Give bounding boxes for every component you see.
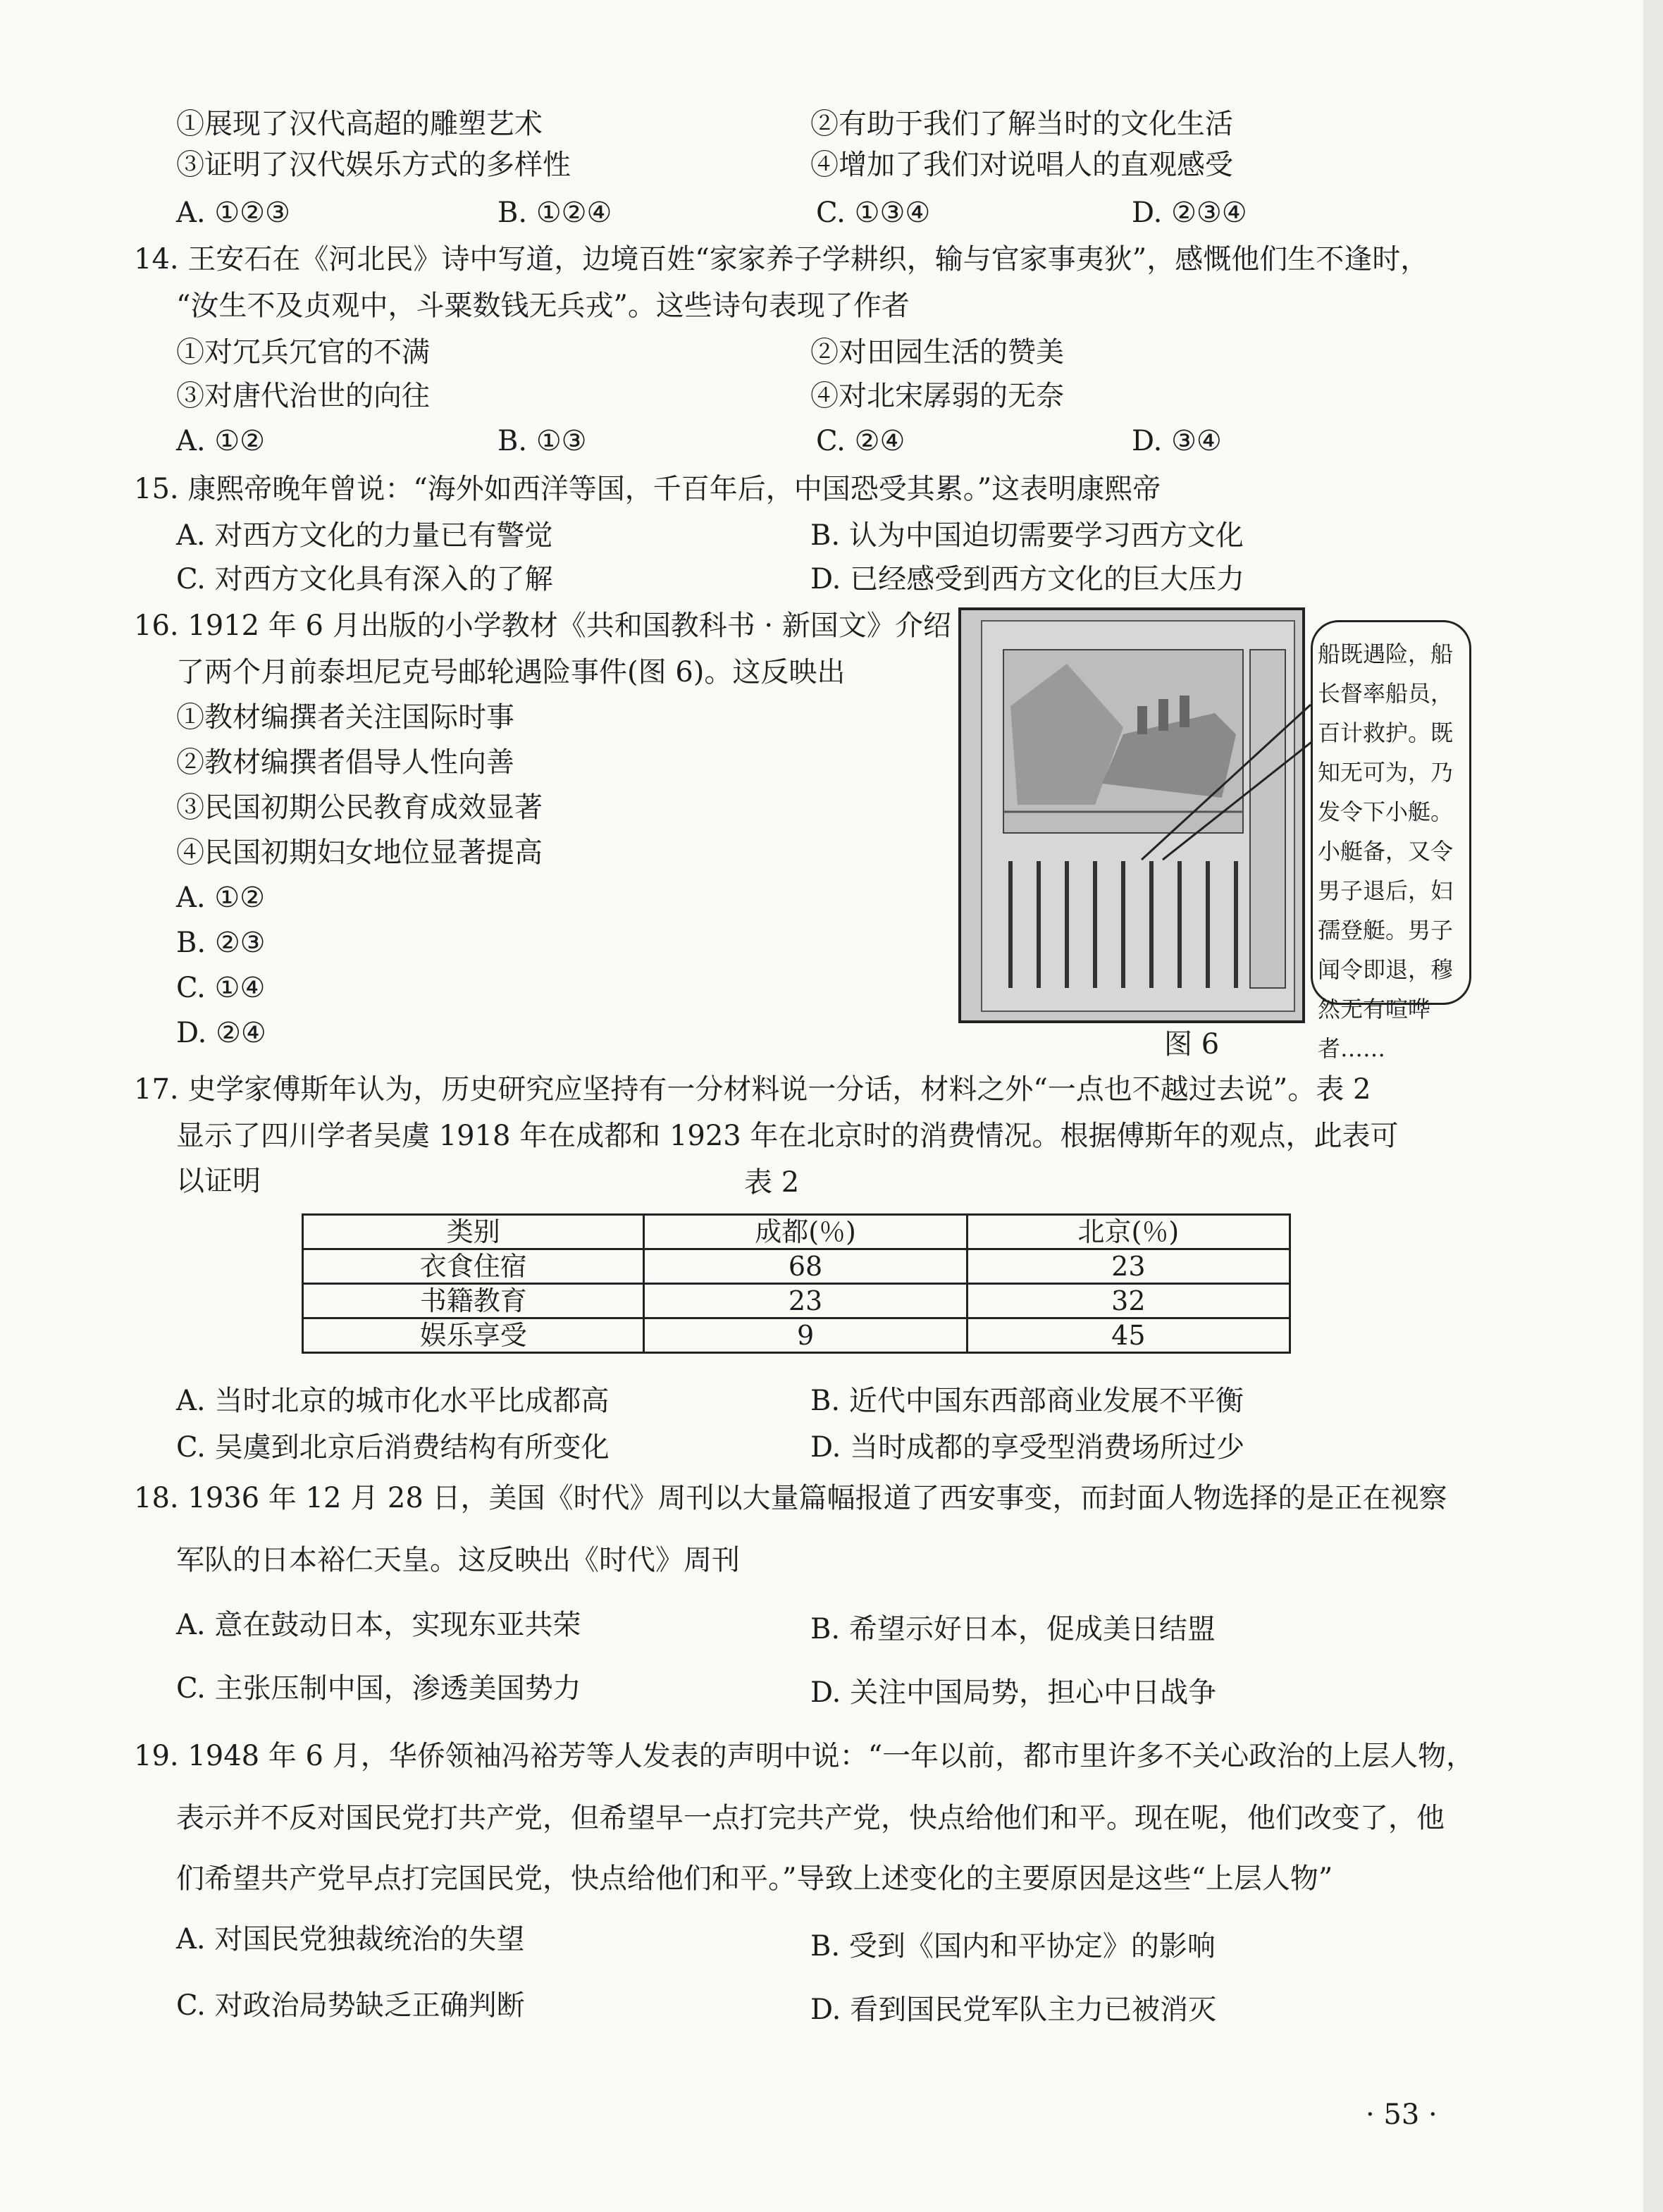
q14-item-1: ①对冗兵冗官的不满 xyxy=(176,336,430,369)
q16-option-b: B. ②③ xyxy=(176,927,266,959)
q19-stem-line1: 19. 1948 年 6 月，华侨领袖冯裕芳等人发表的声明中说：“一年以前，都市里许多不关心政治的上层人物， xyxy=(134,1740,1475,1772)
q17-option-b: B. 近代中国东西部商业发展不平衡 xyxy=(810,1385,1244,1417)
table-cell: 45 xyxy=(967,1318,1290,1353)
table-2-title: 表 2 xyxy=(744,1166,800,1199)
q16-item-3: ③民国初期公民教育成效显著 xyxy=(176,791,543,824)
q16-option-a: A. ①② xyxy=(176,882,266,914)
table-cell: 32 xyxy=(967,1284,1290,1318)
table-cell: 书籍教育 xyxy=(303,1284,644,1318)
table-row xyxy=(303,1249,1290,1284)
q19-stem-line2: 表示并不反对国民党打共产党，但希望早一点打完共产党，快点给他们和平。现在呢，他们改变了，他 xyxy=(176,1802,1445,1834)
q17-option-d: D. 当时成都的享受型消费场所过少 xyxy=(810,1431,1245,1464)
q18-option-b: B. 希望示好日本，促成美日结盟 xyxy=(810,1613,1216,1645)
q19-option-d: D. 看到国民党军队主力已被消灭 xyxy=(810,1994,1217,2026)
q16-stem-line1: 16. 1912 年 6 月出版的小学教材《共和国教科书 · 新国文》介绍 xyxy=(134,610,951,642)
q18-option-d: D. 关注中国局势，担心中日战争 xyxy=(810,1676,1217,1709)
table-cell: 衣食住宿 xyxy=(303,1249,644,1284)
q19-option-c: C. 对政治局势缺乏正确判断 xyxy=(176,1989,525,2022)
table-cell: 23 xyxy=(644,1284,967,1318)
speech-bubble-text: 船既遇险，船长督率船员，百计救护。既知无可为，乃发令下小艇。小艇备，又令男子退后，妇孺登艇。男子闻令即退，穆然无有喧哗者…… xyxy=(1318,641,1454,1062)
figure-6-caption: 图 6 xyxy=(1164,1028,1220,1061)
q18-stem-line1: 18. 1936 年 12 月 28 日，美国《时代》周刊以大量篇幅报道了西安事变，而封面人物选择的是正在视察 xyxy=(134,1482,1447,1514)
q15-option-a: A. 对西方文化的力量已有警觉 xyxy=(176,519,553,552)
page-number: · 53 · xyxy=(1366,2099,1438,2131)
q13-item-4: ④增加了我们对说唱人的直观感受 xyxy=(810,149,1233,181)
q15-option-b: B. 认为中国迫切需要学习西方文化 xyxy=(810,519,1244,552)
q15-stem: 15. 康熙帝晚年曾说：“海外如西洋等国，千百年后，中国恐受其累。”这表明康熙帝 xyxy=(134,473,1161,505)
table-header-chengdu: 成都(％) xyxy=(644,1215,967,1249)
table-header-category: 类别 xyxy=(303,1215,644,1249)
q19-stem-line3: 们希望共产党早点打完国民党，快点给他们和平。”导致上述变化的主要原因是这些“上层人物” xyxy=(176,1862,1333,1895)
q14-stem-line2: “汝生不及贞观中，斗粟数钱无兵戎”。这些诗句表现了作者 xyxy=(176,290,910,322)
q18-option-a: A. 意在鼓动日本，实现东亚共荣 xyxy=(176,1609,581,1641)
q16-item-2: ②教材编撰者倡导人性向善 xyxy=(176,746,514,779)
q13-item-1: ①展现了汉代高超的雕塑艺术 xyxy=(176,108,543,140)
q13-option-c: C. ①③④ xyxy=(816,197,931,229)
q14-option-b: B. ①③ xyxy=(497,425,587,457)
table-cell: 23 xyxy=(967,1249,1290,1284)
q14-option-c: C. ②④ xyxy=(816,425,905,457)
q17-option-a: A. 当时北京的城市化水平比成都高 xyxy=(176,1385,610,1417)
table-row xyxy=(303,1284,1290,1318)
q18-stem-line2: 军队的日本裕仁天皇。这反映出《时代》周刊 xyxy=(176,1544,740,1576)
q13-item-3: ③证明了汉代娱乐方式的多样性 xyxy=(176,149,571,181)
q16-item-1: ①教材编撰者关注国际时事 xyxy=(176,701,514,734)
q15-option-c: C. 对西方文化具有深入的了解 xyxy=(176,563,553,595)
q14-stem-line1: 14. 王安石在《河北民》诗中写道，边境百姓“家家养子学耕织，输与官家事夷狄”，感慨他们生不逢时， xyxy=(134,243,1429,276)
q19-option-a: A. 对国民党独裁统治的失望 xyxy=(176,1923,525,1955)
q16-option-c: C. ①④ xyxy=(176,972,266,1004)
q17-stem-line3: 以证明 xyxy=(176,1165,261,1197)
q13-option-a: A. ①②③ xyxy=(176,197,290,229)
page-edge xyxy=(1643,0,1663,2212)
table-2 xyxy=(302,1213,1291,1354)
q14-item-2: ②对田园生活的赞美 xyxy=(810,336,1064,369)
q14-option-d: D. ③④ xyxy=(1132,425,1222,457)
table-cell: 9 xyxy=(644,1318,967,1353)
bubble-pointer xyxy=(1135,698,1318,867)
q13-option-d: D. ②③④ xyxy=(1132,197,1247,229)
table-cell: 68 xyxy=(644,1249,967,1284)
q14-item-3: ③对唐代治世的向往 xyxy=(176,380,430,412)
table-header-beijing: 北京(％) xyxy=(967,1215,1290,1249)
table-cell: 娱乐享受 xyxy=(303,1318,644,1353)
q16-stem-line2: 了两个月前泰坦尼克号邮轮遇险事件(图 6)。这反映出 xyxy=(176,656,846,688)
q14-option-a: A. ①② xyxy=(176,425,266,457)
q16-option-d: D. ②④ xyxy=(176,1017,266,1049)
q14-item-4: ④对北宋孱弱的无奈 xyxy=(810,380,1064,412)
q15-option-d: D. 已经感受到西方文化的巨大压力 xyxy=(810,563,1245,595)
q18-option-c: C. 主张压制中国，渗透美国势力 xyxy=(176,1672,581,1705)
q17-stem-line2: 显示了四川学者吴虞 1918 年在成都和 1923 年在北京时的消费情况。根据傅斯年的观点，此表可 xyxy=(176,1120,1399,1152)
q13-option-b: B. ①②④ xyxy=(497,197,612,229)
q13-item-2: ②有助于我们了解当时的文化生活 xyxy=(810,108,1233,140)
q16-item-4: ④民国初期妇女地位显著提高 xyxy=(176,836,543,869)
q19-option-b: B. 受到《国内和平协定》的影响 xyxy=(810,1930,1216,1963)
table-header-row xyxy=(303,1215,1290,1249)
q17-stem-line1: 17. 史学家傅斯年认为，历史研究应坚持有一分材料说一分话，材料之外“一点也不越过去说”。表 2 xyxy=(134,1073,1371,1106)
q17-option-c: C. 吴虞到北京后消费结构有所变化 xyxy=(176,1431,610,1464)
table-row xyxy=(303,1318,1290,1353)
